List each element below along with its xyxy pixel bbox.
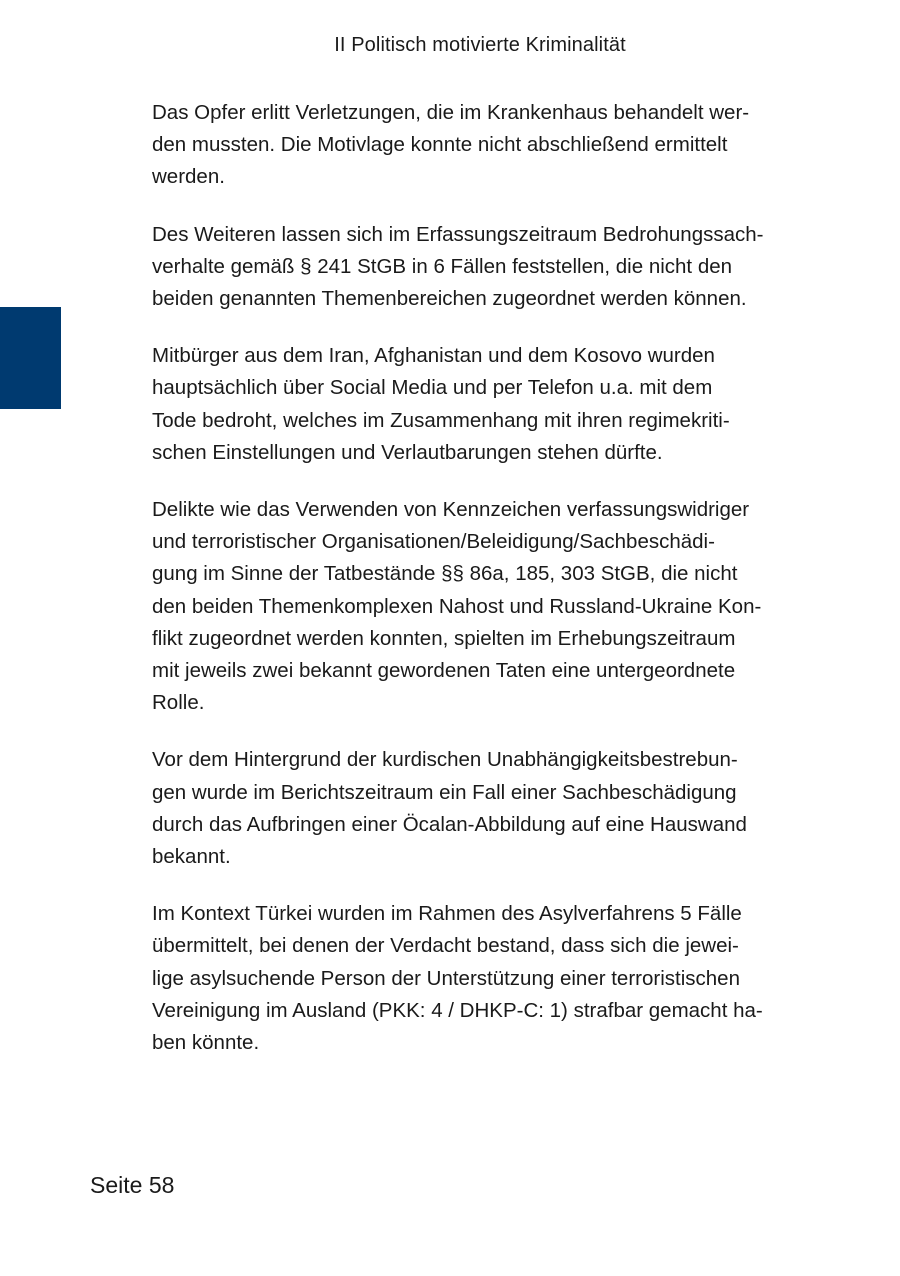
text-line: gen wurde im Berichtszeitraum ein Fall einer Sachbeschädigung <box>152 780 737 804</box>
paragraph-2 <box>152 219 812 316</box>
chapter-side-marker <box>0 307 61 409</box>
text-line: bekannt. <box>152 845 231 869</box>
text-line: übermittelt, bei denen der Verdacht bestand, dass sich die jewei- <box>152 934 739 958</box>
text-line: hauptsächlich über Social Media und per Telefon u.a. mit dem <box>152 376 713 400</box>
text-line: durch das Aufbringen einer Öcalan-Abbildung auf eine Hauswand <box>152 812 747 836</box>
text-line: den mussten. Die Motivlage konnte nicht abschließend ermittelt <box>152 133 728 157</box>
text-line: werden. <box>152 165 225 189</box>
text-line: Vor dem Hintergrund der kurdischen Unabhängigkeitsbestrebun- <box>152 748 738 772</box>
text-line: Vereinigung im Ausland (PKK: 4 / DHKP-C: 1) strafbar gemacht ha- <box>152 998 763 1022</box>
text-line: lige asylsuchende Person der Unterstützung einer terroristischen <box>152 966 740 990</box>
text-line: Des Weiteren lassen sich im Erfassungszeitraum Bedrohungssach- <box>152 222 764 246</box>
paragraph-3 <box>152 340 812 469</box>
running-header: II Politisch motivierte Kriminalität <box>334 34 626 56</box>
text-line: mit jeweils zwei bekannt gewordenen Taten eine untergeordnete <box>152 659 736 683</box>
text-line: und terroristischer Organisationen/Beleidigung/Sachbeschädi- <box>152 530 715 554</box>
paragraph-4 <box>152 494 812 719</box>
text-line: Mitbürger aus dem Iran, Afghanistan und dem Kosovo wurden <box>152 344 715 368</box>
text-line: Das Opfer erlitt Verletzungen, die im Krankenhaus behandelt wer- <box>152 101 750 124</box>
text-line: schen Einstellungen und Verlautbarungen stehen dürfte. <box>152 440 663 464</box>
text-line: beiden genannten Themenbereichen zugeordnet werden können. <box>152 287 747 311</box>
text-line: Rolle. <box>152 691 205 715</box>
paragraph-1 <box>152 97 812 194</box>
text-line: verhalte gemäß § 241 StGB in 6 Fällen feststellen, die nicht den <box>152 254 733 278</box>
text-line: flikt zugeordnet werden konnten, spielten im Erhebungszeitraum <box>152 626 736 650</box>
text-line: Tode bedroht, welches im Zusammenhang mit ihren regimekriti- <box>152 408 730 432</box>
paragraph-6 <box>152 898 812 1059</box>
text-line: Im Kontext Türkei wurden im Rahmen des Asylverfahrens 5 Fälle <box>152 902 742 926</box>
paragraph-5 <box>152 744 812 873</box>
text-line: ben könnte. <box>152 1031 260 1055</box>
text-line: den beiden Themenkomplexen Nahost und Russland-Ukraine Kon- <box>152 594 762 618</box>
page-number: Seite 58 <box>90 1172 175 1198</box>
text-line: Delikte wie das Verwenden von Kennzeichen verfassungswidriger <box>152 498 750 522</box>
body-text <box>152 97 812 1084</box>
text-line: gung im Sinne der Tatbestände §§ 86a, 185, 303 StGB, die nicht <box>152 562 738 586</box>
